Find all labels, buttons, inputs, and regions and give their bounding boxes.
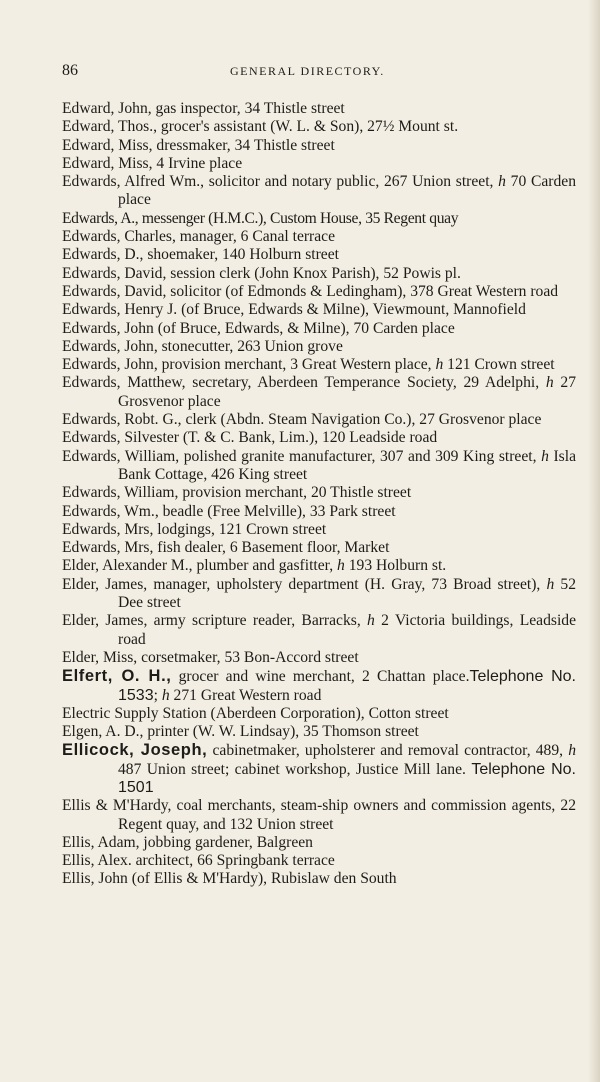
directory-entry: Edwards, John, stonecutter, 263 Union grove [62, 337, 343, 355]
running-title: GENERAL DIRECTORY. [230, 64, 385, 78]
directory-entry: Edwards, Silvester (T. & C. Bank, Lim.), 120 Leadside road [62, 429, 438, 447]
page-header [62, 62, 582, 86]
directory-entry: Edwards, John, provision merchant, 3 Great Western place, h 121 Crown street [62, 356, 555, 374]
directory-entry: Elgen, A. D., printer (W. W. Lindsay), 35 Thomson street [62, 723, 419, 741]
directory-entry: Edwards, A., messenger (H.M.C.), Custom House, 35 Regent quay [62, 209, 459, 227]
directory-entry: Ellis, John (of Ellis & M'Hardy), Rubislaw den South [62, 870, 397, 888]
advertiser-name: Ellicock, Joseph, [62, 741, 208, 760]
directory-entry: Ellis, Alex. architect, 66 Springbank terrace [62, 852, 335, 870]
telephone-number: Telephone No. 1501 [118, 760, 577, 796]
directory-entries [62, 100, 576, 889]
directory-entry: Ellis, Adam, jobbing gardener, Balgreen [62, 833, 313, 851]
directory-entry-elfert: Elfert, O. H., grocer and wine merchant, 2 Chattan place.Telephone No. 1533; h 271 Great Western road [62, 667, 576, 704]
directory-entry: Edwards, David, session clerk (John Knox Parish), 52 Powis pl. [62, 264, 461, 282]
directory-entry: Edwards, Mrs, lodgings, 121 Crown street [62, 520, 327, 538]
directory-entry: Edwards, Henry J. (of Bruce, Edwards & Milne), Viewmount, Mannofield [62, 301, 526, 319]
advertiser-name: Elfert, O. H., [62, 667, 172, 686]
directory-entry: Edwards, William, provision merchant, 20 Thistle street [62, 484, 412, 502]
directory-entry: Edward, Thos., grocer's assistant (W. L. & Son), 27½ Mount st. [62, 118, 459, 136]
directory-entry: Elder, James, army scripture reader, Barracks, h 2 Victoria buildings, Leadside road [62, 612, 576, 648]
directory-entry: Edwards, David, solicitor (of Edmonds & Ledingham), 378 Great Western road [62, 282, 559, 300]
directory-entry: Edwards, Mrs, fish dealer, 6 Basement floor, Market [62, 539, 390, 557]
directory-entry: Elder, James, manager, upholstery department (H. Gray, 73 Broad street), h 52 Dee street [62, 575, 576, 612]
directory-entry: Edwards, Charles, manager, 6 Canal terrace [62, 228, 336, 246]
page-number: 86 [62, 62, 78, 79]
directory-entry: Edwards, Alfred Wm., solicitor and notary public, 267 Union street, h 70 Carden place [62, 173, 576, 209]
directory-entry: Edwards, Matthew, secretary, Aberdeen Temperance Society, 29 Adelphi, h 27 Grosvenor place [62, 374, 576, 410]
directory-entry: Ellis & M'Hardy, coal merchants, steam-ship owners and commission agents, 22 Regent quay, and 132 Union street [62, 797, 576, 833]
directory-entry: Elder, Miss, corsetmaker, 53 Bon-Accord street [62, 648, 359, 666]
directory-entry-ellicock: Ellicock, Joseph, cabinetmaker, upholsterer and removal contractor, 489, h 487 Union street; cabinet workshop, Justice Mill lane. Telephone No. 1501 [62, 741, 577, 796]
directory-entry: Edwards, William, polished granite manufacturer, 307 and 309 King street, h Isla Bank Cottage, 426 King street [62, 447, 576, 483]
directory-entry: Electric Supply Station (Aberdeen Corporation), Cotton street [62, 704, 449, 722]
directory-entry: Edwards, John (of Bruce, Edwards, & Milne), 70 Carden place [62, 319, 455, 337]
directory-entry: Edwards, Wm., beadle (Free Melville), 33 Park street [62, 502, 396, 520]
directory-entry: Edwards, D., shoemaker, 140 Holburn street [62, 246, 339, 264]
directory-entry: Edward, John, gas inspector, 34 Thistle street [62, 100, 345, 117]
directory-entry: Elder, Alexander M., plumber and gasfitter, h 193 Holburn st. [62, 557, 447, 575]
telephone-number: Telephone No. 1533 [118, 668, 576, 704]
directory-entry: Edward, Miss, dressmaker, 34 Thistle street [62, 136, 335, 154]
directory-entry: Edwards, Robt. G., clerk (Abdn. Steam Navigation Co.), 27 Grosvenor place [62, 411, 542, 429]
directory-entry: Edward, Miss, 4 Irvine place [62, 154, 243, 172]
page-edge-shadow [588, 0, 600, 1082]
